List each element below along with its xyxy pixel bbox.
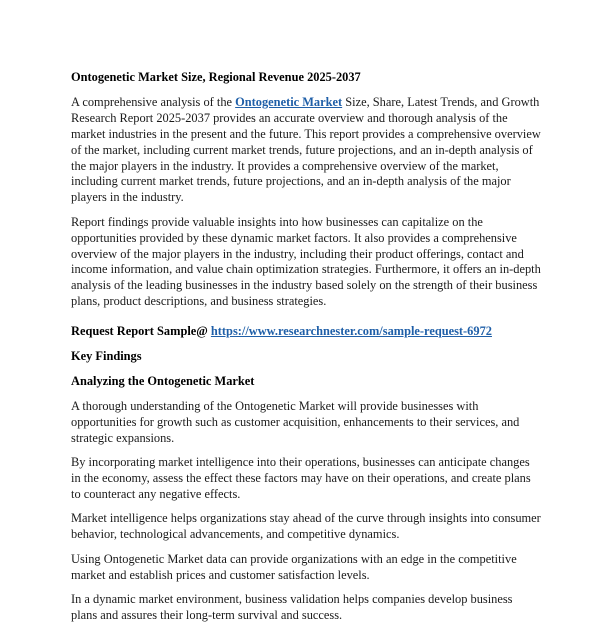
- request-sample-line: [71, 324, 541, 340]
- document-title: Ontogenetic Market Size, Regional Revenue 2025-2037: [71, 70, 361, 84]
- body-paragraph: In a dynamic market environment, business validation helps companies develop business plans and assures their long-term survival and success.: [71, 591, 513, 622]
- body-paragraph: Using Ontogenetic Market data can provide organizations with an edge in the competitive market and establish prices and customer satisfaction levels.: [71, 551, 517, 582]
- body-paragraph: Market intelligence helps organizations stay ahead of the curve through insights into consumer behavior, technological advancements, and competitive dynamics.: [71, 511, 541, 542]
- analyzing-heading: Analyzing the Ontogenetic Market: [71, 374, 255, 388]
- intro-text-before: A comprehensive analysis of the: [71, 94, 236, 109]
- request-sample-link[interactable]: https://www.researchnester.com/sample-request-6972: [210, 324, 492, 339]
- body-paragraph: By incorporating market intelligence into their operations, businesses can anticipate changes in the economy, assess the effect these factors may have on their operations, and create plans to counteract any negative effects.: [71, 455, 531, 501]
- ontogenetic-market-link[interactable]: Ontogenetic Market: [235, 94, 343, 109]
- body-paragraph: A thorough understanding of the Ontogenetic Market will provide businesses with opportunities for growth such as customer acquisition, enhancements to their services, and strategic expansions.: [71, 398, 520, 445]
- document-page: [71, 70, 541, 632]
- request-sample-label: Request Report Sample@: [71, 324, 211, 339]
- intro-text-after: Size, Share, Latest Trends, and Growth Research Report 2025-2037 provides an accurate overview and thorough analysis of the market industries in the present and the future. This report provides a comprehensive overview of the market, including current market trends, future projections, and an in-depth analysis of the major players in the industry. It provides a comprehensive overview of the market, including current market trends, future projections, and an in-depth analysis of the major players in the industry.: [71, 94, 541, 205]
- findings-paragraph: Report findings provide valuable insights into how businesses can capitalize on the opportunities provided by these dynamic market factors. It also provides a comprehensive overview of the major players in the industry, including their product offerings, contact and income information, and value chain optimization strategies. Furthermore, it offers an in-depth analysis of the leading businesses in the industry based solely on the strength of their business plans, product descriptions, and business strategies.: [71, 214, 541, 309]
- key-findings-heading: Key Findings: [71, 349, 142, 364]
- intro-paragraph: [71, 95, 541, 206]
